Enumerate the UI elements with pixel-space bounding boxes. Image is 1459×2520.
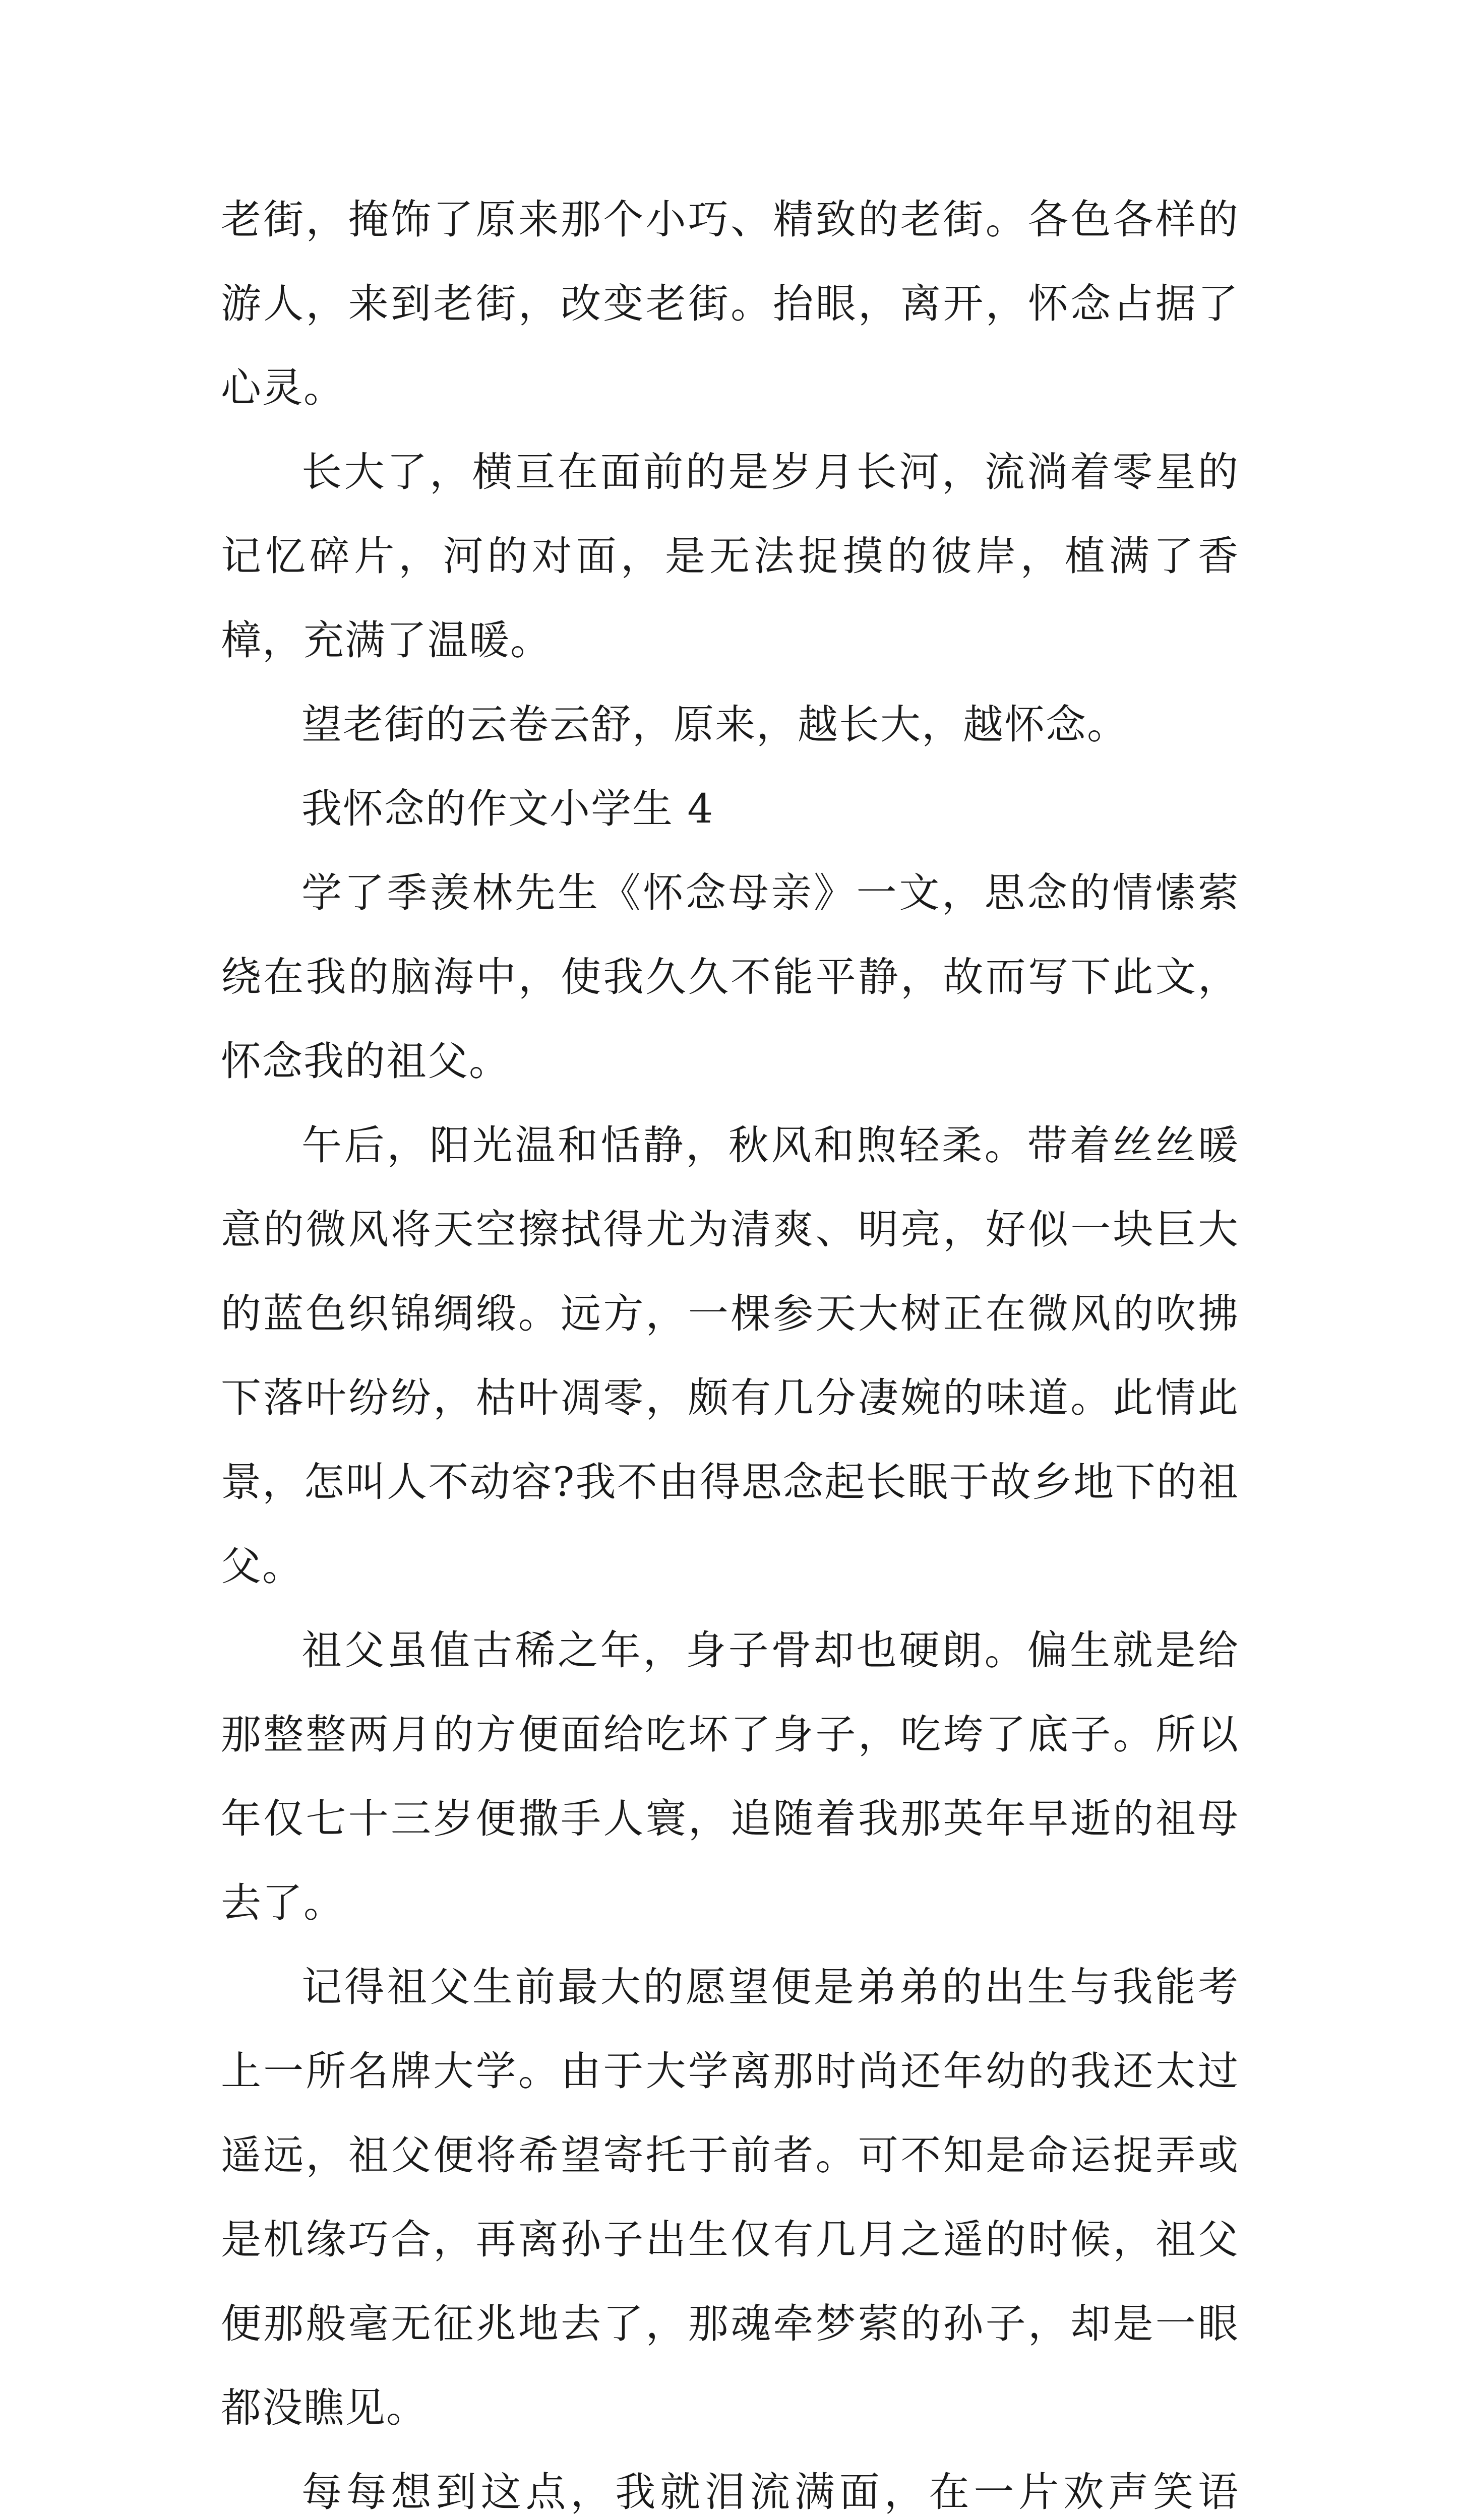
paragraph: 学了季羡林先生《怀念母亲》一文，思念的情愫萦绕在我的脑海中，使我久久不能平静，故而写下此文，怀念我的祖父。 bbox=[221, 869, 1239, 1085]
document-body bbox=[221, 177, 1239, 2520]
paragraph: 午后，阳光温和恬静，秋风和煦轻柔。带着丝丝暖意的微风将天空擦拭得尤为清爽、明亮，好似一块巨大的蓝色织锦绸缎。远方，一棵参天大树正在微风的吹拂下落叶纷纷，枯叶凋零，颇有几分凄婉的味道。此情此景，怎叫人不动容?我不由得思念起长眠于故乡地下的祖父。 bbox=[221, 1122, 1239, 1590]
section-heading: 我怀念的作文小学生 4 bbox=[301, 785, 714, 832]
paragraph: 望老街的云卷云舒，原来，越长大，越怀念。 bbox=[301, 701, 1128, 748]
paragraph: 长大了，横亘在面前的是岁月长河，流淌着零星的记忆碎片，河的对面，是无法捉摸的彼岸，植满了香樟，充满了温暖。 bbox=[221, 449, 1239, 664]
paragraph: 记得祖父生前最大的愿望便是弟弟的出生与我能考上一所名牌大学。由于大学离那时尚还年幼的我还太过遥远，祖父便将希望寄托于前者。可不知是命运捉弄或是机缘巧合，再离孙子出生仅有几月之遥的时候，祖父便那般毫无征兆地去了，那魂牵梦萦的孙子，却是一眼都没瞧见。 bbox=[221, 1964, 1239, 2431]
paragraph: 老街，掩饰了原来那个小巧、精致的老街。各色各样的游人，来到老街，改变老街。抬眼，离开，怀念占据了心灵。 bbox=[221, 196, 1239, 411]
paragraph: 每每想到这点，我就泪流满面，在一片欢声笑语 bbox=[301, 2469, 1239, 2515]
paragraph: 祖父虽值古稀之年，身子骨却也硬朗。偏生就是给那整整两月的方便面给吃坏了身子，吃垮了底子。所以年仅七十三岁便撒手人寰，追随着我那英年早逝的祖母去了。 bbox=[221, 1627, 1239, 1926]
